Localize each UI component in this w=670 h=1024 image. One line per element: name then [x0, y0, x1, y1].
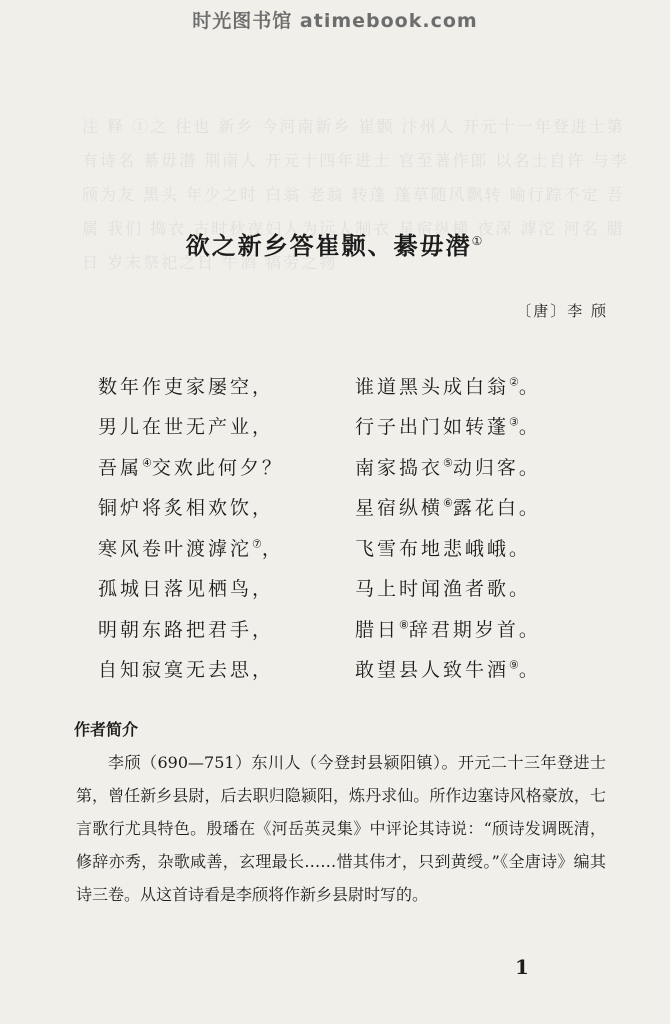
poem-text: 南家捣衣 — [355, 456, 444, 479]
poem-line-second-half: 马上时闻渔者歌。 — [355, 578, 532, 601]
poem-text: 动归客。 — [452, 456, 541, 479]
poem-line-first-half: 明朝东路把君手， — [98, 618, 275, 641]
poem-line-first-half: 孤城日落见栖鸟， — [98, 578, 275, 601]
poem-text: 谁道黑头成白翁 — [355, 375, 510, 398]
poem-line-second-half — [355, 493, 541, 520]
footnote-marker: ⑤ — [443, 456, 453, 470]
poem-line-second-half: 飞雪布地悲峨峨。 — [355, 537, 532, 560]
poem-line-first-half — [98, 534, 355, 561]
poem-text: 星宿纵横 — [355, 497, 444, 520]
poem-line-first-half: 自知寂寞无去思， — [98, 659, 275, 682]
poem-text: 寒风卷叶渡滹沱 — [98, 537, 253, 560]
author-biography — [76, 746, 606, 911]
poem-line-first-half — [98, 453, 355, 480]
footnote-marker: ③ — [509, 415, 519, 429]
poem-text: 敢望县人致牛酒 — [355, 659, 510, 682]
biography-paragraph: 李颀（690—751）东川人（今登封县颍阳镇）。开元二十三年登进士第，曾任新乡县尉，后去职归隐颍阳，炼丹求仙。所作边塞诗风格豪放，七言歌行尤具特色。殷璠在《河岳英灵集》中评论其诗说：“颀诗发调既清，修辞亦秀，杂歌咸善，玄理最长……惜其伟才，只到黄绶。”《全唐诗》编其诗三卷。从这首诗看是李颀将作新乡县尉时写的。 — [76, 753, 606, 904]
title-footnote-marker: ① — [471, 234, 485, 248]
poem-text: 腊日 — [355, 618, 400, 641]
poem-text: 交欢此何夕？ — [151, 456, 284, 479]
poem-line — [98, 406, 618, 447]
poem-punctuation: 。 — [518, 375, 541, 398]
poem-line — [98, 365, 618, 406]
poem-text: 行子出门如转蓬 — [355, 416, 510, 439]
poem-line — [98, 649, 618, 690]
bleed-through-texture: 注 释 ①之 往也 新乡 今河南新乡 崔颢 汴州人 开元十一年登进士第 有诗名 綦毋潜 荆南人 开元十四年进士 官至著作郎 以名士自许 与李颀为友 黑头 年少之时 白翁 老翁 转蓬 蓬草随风飘转 喻行踪不定 吾属 我们 捣衣 古时秋夜妇人为远人制衣 星宿纵横 夜深 滹沱 河名 腊日 岁末祭祀之日 牛酒 犒劳之物 — [82, 117, 629, 272]
poem-line-second-half — [355, 412, 541, 439]
poem-line — [98, 446, 618, 487]
poem-line-first-half: 铜炉将炙相欢饮， — [98, 497, 275, 520]
poem-line-first-half: 男儿在世无产业， — [98, 416, 275, 439]
poem-punctuation: 。 — [518, 416, 541, 439]
author-line: 〔唐〕李 颀 — [516, 302, 608, 320]
poem-line — [98, 568, 618, 609]
poem-line-second-half — [355, 615, 541, 642]
footnote-marker: ② — [509, 375, 519, 389]
poem-line-first-half: 数年作吏家屡空， — [98, 375, 275, 398]
footnote-marker: ⑥ — [443, 496, 453, 510]
poem-body — [98, 365, 618, 689]
footnote-marker: ⑦ — [252, 537, 262, 551]
watermark: 时光图书馆 atimebook.com — [192, 10, 478, 32]
poem-line-second-half — [355, 655, 541, 682]
footnote-marker: ⑨ — [509, 658, 519, 672]
poem-text: 吾属 — [98, 456, 143, 479]
footnote-marker: ⑧ — [399, 618, 409, 632]
poem-punctuation: ， — [261, 537, 284, 560]
poem-line-second-half — [355, 372, 541, 399]
poem-line-second-half — [355, 453, 541, 480]
poem-line — [98, 527, 618, 568]
footnote-marker: ④ — [142, 456, 152, 470]
poem-title-text: 欲之新乡答崔颢、綦毋潜 — [185, 231, 472, 260]
section-heading-author-intro: 作者简介 — [74, 720, 139, 739]
poem-line — [98, 487, 618, 528]
poem-title — [0, 226, 670, 261]
poem-line — [98, 608, 618, 649]
poem-punctuation: 。 — [518, 659, 541, 682]
poem-text: 露花白。 — [452, 497, 541, 520]
page-number: 1 — [515, 955, 529, 979]
poem-text: 辞君期岁首。 — [408, 618, 541, 641]
